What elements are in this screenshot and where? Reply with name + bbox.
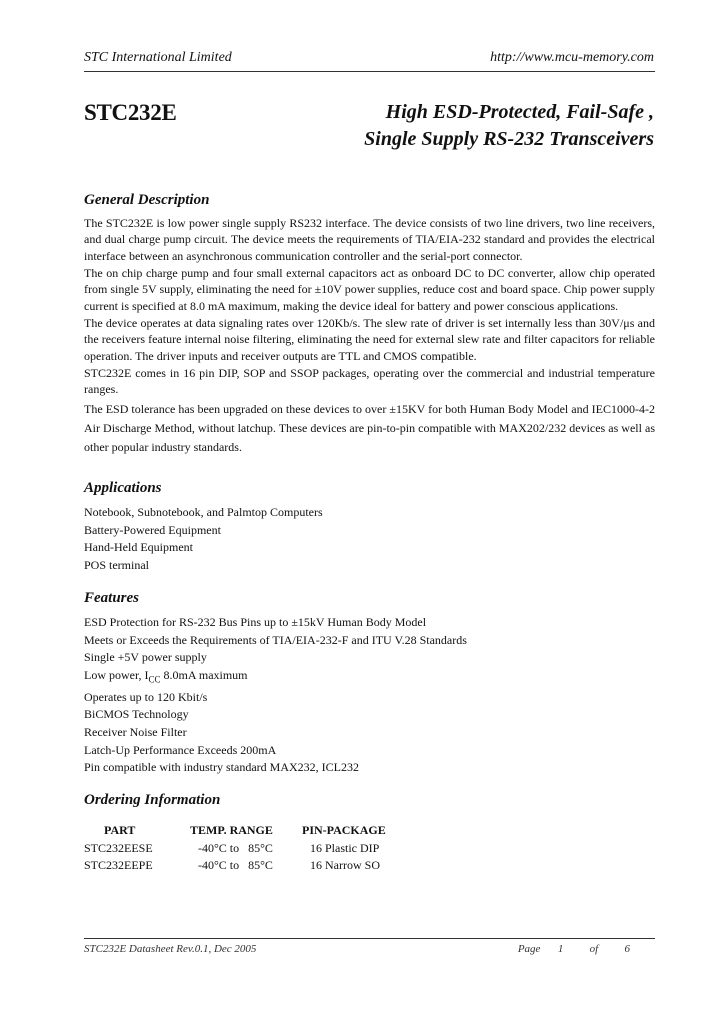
header-rule <box>84 71 655 72</box>
website-url: http://www.mcu-memory.com <box>490 50 654 65</box>
applications-heading: Applications <box>84 480 162 496</box>
column-header-pin-package: PIN-PACKAGE <box>302 822 386 837</box>
title-line-2: Single Supply RS-232 Transceivers <box>364 128 654 150</box>
part-number: STC232E <box>84 100 177 125</box>
column-header-temp-range: TEMP. RANGE <box>190 822 273 837</box>
list-item: Hand-Held Equipment <box>84 540 193 555</box>
table-cell: STC232EEPE <box>84 858 153 872</box>
list-item: ESD Protection for RS-232 Bus Pins up to ±15kV Human Body Model <box>84 615 427 629</box>
list-item: Pin compatible with industry standard MAX232, ICL232 <box>84 760 359 775</box>
table-cell: -40°C to 85°C <box>198 841 273 855</box>
description-paragraph: The ESD tolerance has been upgraded on these devices to over ±15KV for both Human Body Model and IEC1000-4-2 Air Discharge Method, without latchup. These devices are pin-to-pin compatible with MAX202/232 devices as well as other popular industry standards. <box>84 402 655 454</box>
list-item: BiCMOS Technology <box>84 707 189 722</box>
list-item: Single +5V power supply <box>84 650 207 665</box>
list-item: Meets or Exceeds the Requirements of TIA/EIA-232-F and ITU V.28 Standards <box>84 632 467 647</box>
table-row <box>84 857 420 874</box>
table-cell: -40°C to 85°C <box>198 858 273 872</box>
table-cell: STC232EESE <box>84 841 153 855</box>
list-item: Receiver Noise Filter <box>84 724 187 739</box>
ordering-heading: Ordering Information <box>84 792 221 808</box>
list-item-low-power: Low power, $I_{CC}$ 8.0mA maximum <box>84 667 248 685</box>
list-item: Notebook, Subnotebook, and Palmtop Computers <box>84 505 323 519</box>
table-cell: 16 Narrow SO <box>310 858 380 872</box>
applications-list <box>84 504 323 574</box>
description-paragraph: The STC232E is low power single supply RS232 interface. The device consists of two line drivers, two line receivers, and dual charge pump circuit. The device meets the requirements of TIA/EIA-232 standard and provides the electrical interface between an asynchronous communication controller and the serial-port connector. <box>84 216 655 263</box>
table-cell: 16 Plastic DIP <box>310 841 380 855</box>
description-paragraph: The device operates at data signaling rates over 120Kb/s. The slew rate of driver is set internally less than 30V/μs and the receivers feature internal noise filtering, eliminating the need for external slew rate and filter capacitors for reliable operation. The driver inputs and receiver outputs are TTL and CMOS compatible. <box>84 316 655 363</box>
list-item: Latch-Up Performance Exceeds 200mA <box>84 742 277 757</box>
company-name: STC International Limited <box>84 50 232 65</box>
description-paragraph: The on chip charge pump and four small external capacitors act as onboard DC to DC converter, allow chip operated from single 5V supply, eliminating the need for ±10V power supplies, reduce cost and board space. Chip power supply current is specified at 8.0 mA maximum, making the device ideal for battery and power conscious applications. <box>84 266 655 313</box>
general-description-heading: General Description <box>84 192 210 208</box>
footer-datasheet-info: STC232E Datasheet Rev.0.1, Dec 2005 <box>84 943 257 955</box>
list-item: Operates up to 120 Kbit/s <box>84 689 208 704</box>
table-row <box>84 840 420 857</box>
list-item: Battery-Powered Equipment <box>84 522 221 537</box>
title-line-1: High ESD-Protected, Fail-Safe , <box>385 101 654 123</box>
table-header-row <box>84 820 420 840</box>
column-header-part: PART <box>104 822 136 837</box>
list-item: POS terminal <box>84 557 149 572</box>
features-heading: Features <box>84 590 140 606</box>
description-paragraph: STC232E comes in 16 pin DIP, SOP and SSOP packages, operating over the commercial and industrial temperature ranges. <box>84 366 655 397</box>
features-list <box>84 614 467 777</box>
footer-page-number: Page 1 of 6 <box>517 943 630 955</box>
ordering-table <box>84 820 420 874</box>
footer-rule <box>84 938 655 939</box>
